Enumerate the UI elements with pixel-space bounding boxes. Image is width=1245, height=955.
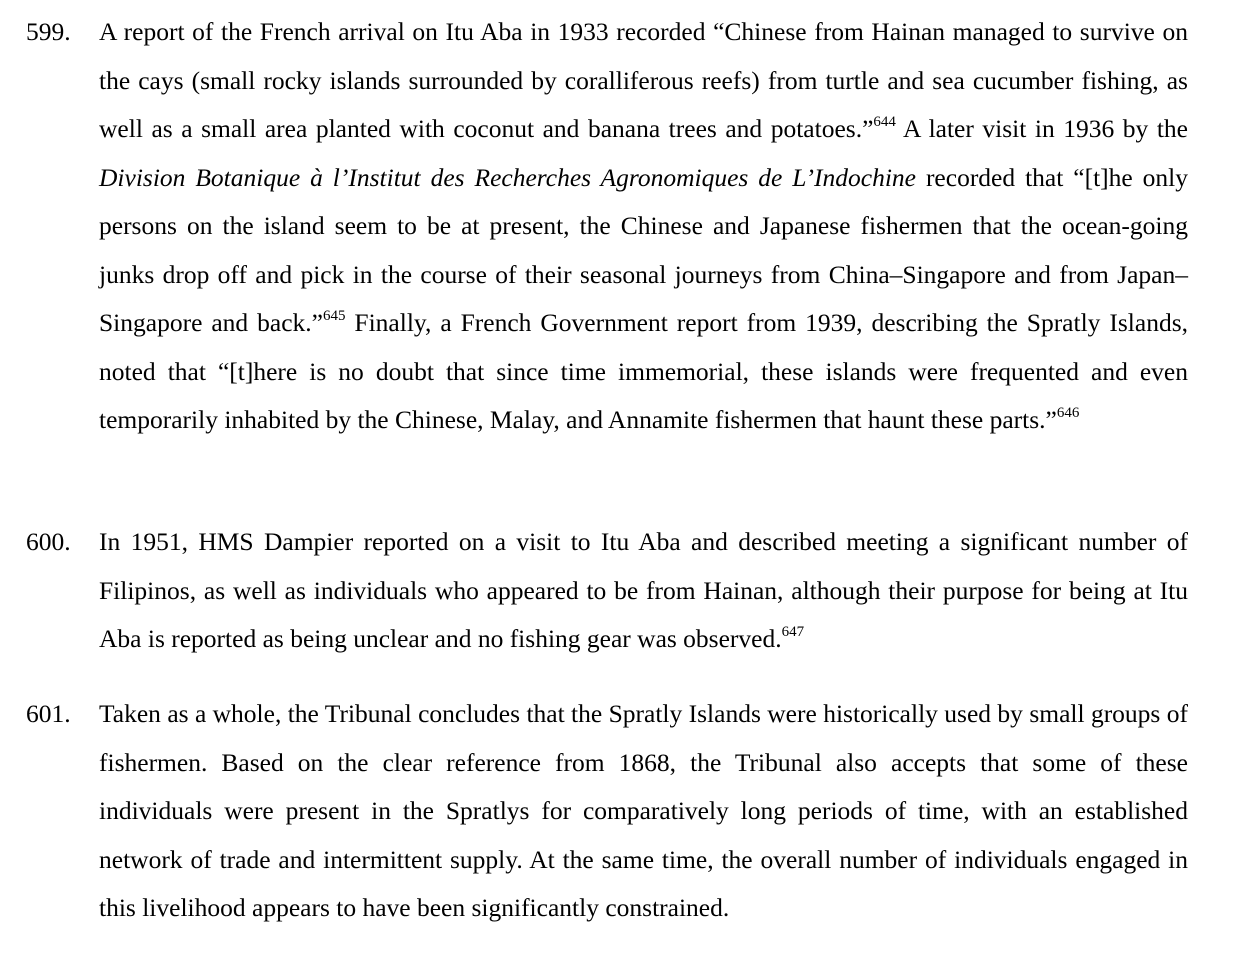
paragraph-599 xyxy=(26,8,1188,445)
paragraph-number: 600. xyxy=(26,527,71,556)
footnote-ref-646[interactable]: 646 xyxy=(1056,404,1080,421)
text-segment: Finally, a French Government report from 1939, describing the Spratly Islands, noted that “[t]here is no doubt that since time immemorial, these islands were frequented and even temporarily inhabited by the Chinese, Malay, and Annamite fishermen that haunt these parts.” xyxy=(99,308,1188,434)
paragraph-601 xyxy=(26,690,1188,933)
footnote-ref-644[interactable]: 644 xyxy=(873,113,896,130)
paragraph-600 xyxy=(26,518,1188,664)
paragraph-text xyxy=(99,690,1188,933)
text-segment: recorded that “[t]he only persons on the island seem to be at present, the Chinese and Japanese fishermen that the ocean-going junks drop off and pick in the course of their seasonal journeys from China–Singapore and from Japan–Singapore and back.” xyxy=(99,162,1188,337)
text-segment: A later visit in 1936 by the xyxy=(895,114,1188,143)
italic-institution-name: Division Botanique à l’Institut des Recherches Agronomiques de L’Indochine xyxy=(99,162,916,192)
footnote-ref-647[interactable]: 647 xyxy=(781,623,805,640)
paragraph-number: 599. xyxy=(26,17,71,46)
text-segment: A report of the French arrival on Itu Aba in 1933 recorded “Chinese from Hainan managed to survive on the cays (small rocky islands surrounded by coralliferous reefs) from turtle and sea cucumber fishing, as well as a small area planted with coconut and banana trees and potatoes.” xyxy=(99,17,1188,143)
paragraph-number: 601. xyxy=(26,699,71,728)
text-segment: In 1951, HMS Dampier reported on a visit to Itu Aba and described meeting a significant number of Filipinos, as well as individuals who appeared to be from Hainan, although their purpose for being at Itu Aba is reported as being unclear and no fishing gear was observed. xyxy=(99,527,1188,653)
text-segment: Taken as a whole, the Tribunal concludes that the Spratly Islands were historically used by small groups of fishermen. Based on the clear reference from 1868, the Tribunal also accepts that some of these individuals were present in the Spratlys for comparatively long periods of time, with an established network of trade and intermittent supply. At the same time, the overall number of individuals engaged in this livelihood appears to have been significantly constrained. xyxy=(99,699,1188,922)
paragraph-text xyxy=(99,8,1188,445)
footnote-ref-645[interactable]: 645 xyxy=(322,307,346,324)
paragraph-text xyxy=(99,518,1188,664)
